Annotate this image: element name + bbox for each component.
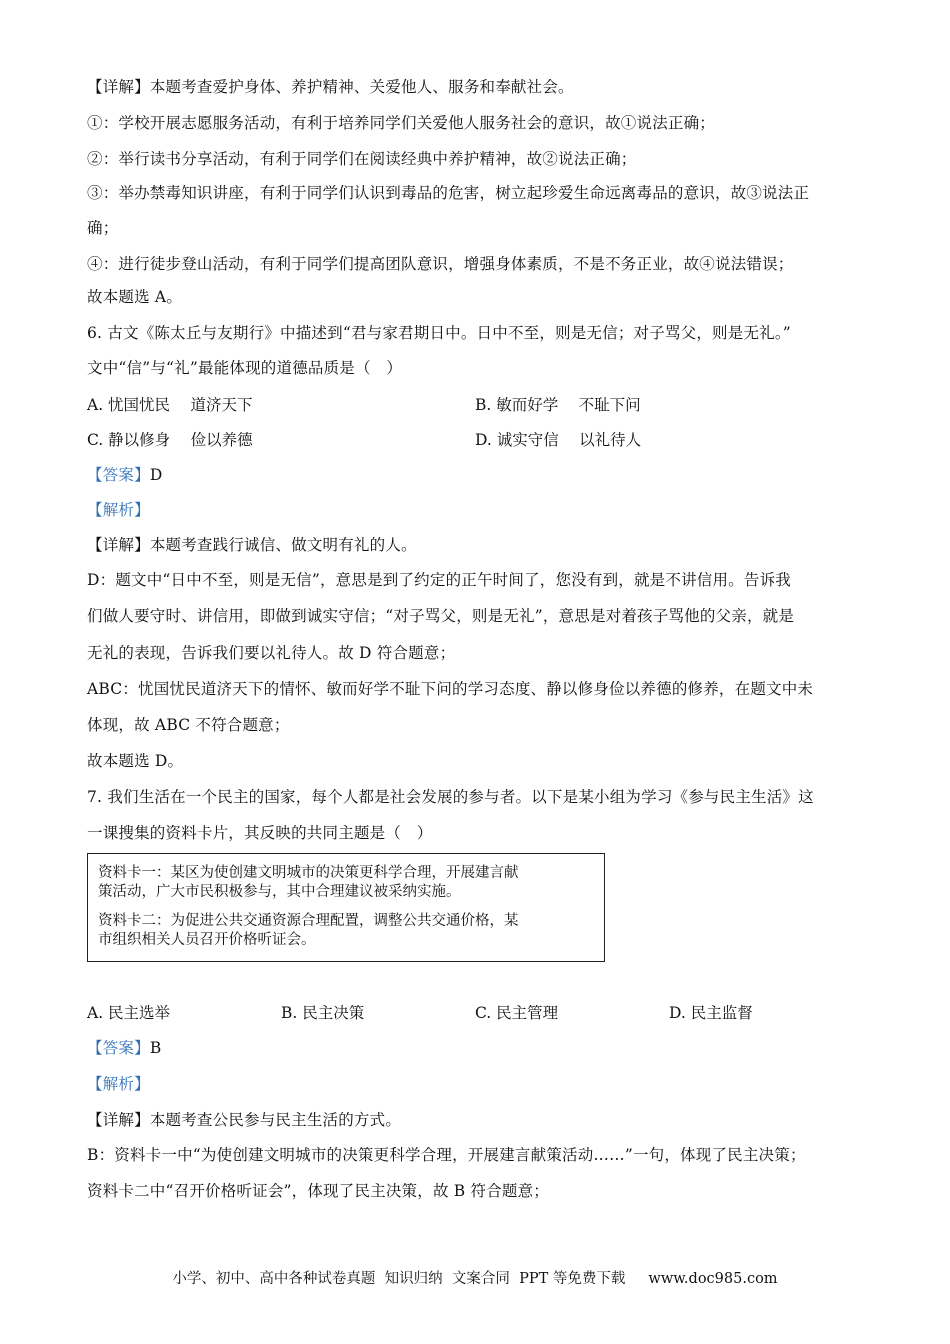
q5-point-3: ③：举办禁毒知识讲座，有利于同学们认识到毒品的危害，树立起珍爱生命远离毒品的意识，故③说法正 [87,184,810,202]
q6-detail-line-4: ABC：忧国忧民道济天下的情怀、敏而好学不耻下问的学习态度、静以修身俭以养德的修养，在题文中未 [87,680,814,698]
material-card-2-line-1: 资料卡二：为促进公共交通资源合理配置，调整公共交通价格，某 [98,913,519,929]
q7-option-d: D. 民主监督 [669,1004,753,1022]
q6-option-d: D. 诚实守信 以礼待人 [475,431,642,449]
detail-text: 本题考查公民参与民主生活的方式。 [149,1111,402,1129]
q7-detail [87,1110,401,1130]
answer-tag: 【答案】 [87,466,150,484]
material-card-2-line-2: 市组织相关人员召开价格听证会。 [98,932,316,948]
q6-stem-line-1: 6. 古文《陈太丘与友期行》中描述到“君与家君期日中。日中不至，则是无信；对子骂父，则是无礼。” [87,324,791,342]
page-footer: 小学、初中、高中各种试卷真题 知识归纳 文案合同 PPT 等免费下载 www.doc985.com [172,1271,778,1287]
material-card-1-line-1: 资料卡一：某区为使创建文明城市的决策更科学合理，开展建言献 [98,865,519,881]
detail-tag: 【详解】 [87,536,150,554]
q7-stem-line-1: 7. 我们生活在一个民主的国家，每个人都是社会发展的参与者。以下是某小组为学习《参与民主生活》这 [87,788,814,806]
material-card-1-line-2: 策活动，广大市民积极参与，其中合理建议被采纳实施。 [98,884,461,900]
q6-stem-line-2: 文中“信”与“礼”最能体现的道德品质是（ ） [87,359,403,377]
q7-option-c: C. 民主管理 [475,1004,559,1022]
q7-analysis-tag: 【解析】 [87,1075,150,1093]
q7-option-a: A. 民主选举 [87,1004,171,1022]
q7-detail-line-1: B：资料卡一中“为使创建文明城市的决策更科学合理，开展建言献策活动……”一句，体现了民主决策； [87,1146,806,1164]
detail-text: 本题考查践行诚信、做文明有礼的人。 [149,536,417,554]
q6-analysis-tag: 【解析】 [87,501,150,519]
q5-point-2: ②：举行读书分享活动，有利于同学们在阅读经典中养护精神，故②说法正确； [87,150,637,168]
q5-detail-line [87,77,574,97]
q5-point-1: ①：学校开展志愿服务活动，有利于培养同学们关爱他人服务社会的意识，故①说法正确； [87,114,716,132]
q7-stem-line-2: 一课搜集的资料卡片，其反映的共同主题是（ ） [87,824,433,842]
q7-detail-line-2: 资料卡二中“召开价格听证会”，体现了民主决策，故 B 符合题意； [87,1182,549,1200]
q6-conclusion: 故本题选 D。 [87,752,184,770]
q6-detail-line-2: 们做人要守时、讲信用，即做到诚实守信；“对子骂父，则是无礼”，意思是对着孩子骂他的父亲，就是 [87,607,795,625]
answer-value: D [149,466,163,484]
answer-tag: 【答案】 [87,1039,150,1057]
q5-point-4: ④：进行徒步登山活动，有利于同学们提高团队意识，增强身体素质，不是不务正业，故④说法错误； [87,255,794,273]
q6-option-a: A. 忧国忧民 道济天下 [87,396,253,414]
q6-detail-line-1: D：题文中“日中不至，则是无信”，意思是到了约定的正午时间了，您没有到，就是不讲信用。告诉我 [87,571,791,589]
q6-option-c: C. 静以修身 俭以养德 [87,431,253,449]
q6-detail-line-3: 无礼的表现，告诉我们要以礼待人。故 D 符合题意； [87,644,456,662]
q6-option-b: B. 敏而好学 不耻下问 [475,396,641,414]
q7-option-b: B. 民主决策 [281,1004,365,1022]
answer-value: B [149,1039,162,1057]
detail-tag: 【详解】 [87,78,150,96]
q5-point-3-cont: 确； [87,219,119,237]
detail-tag: 【详解】 [87,1111,150,1129]
detail-text: 本题考查爱护身体、养护精神、关爱他人、服务和奉献社会。 [149,78,574,96]
q6-answer [87,465,162,485]
q6-detail [87,535,417,555]
q5-conclusion: 故本题选 A。 [87,288,183,306]
q6-detail-line-5: 体现，故 ABC 不符合题意； [87,716,290,734]
q7-answer [87,1038,161,1058]
